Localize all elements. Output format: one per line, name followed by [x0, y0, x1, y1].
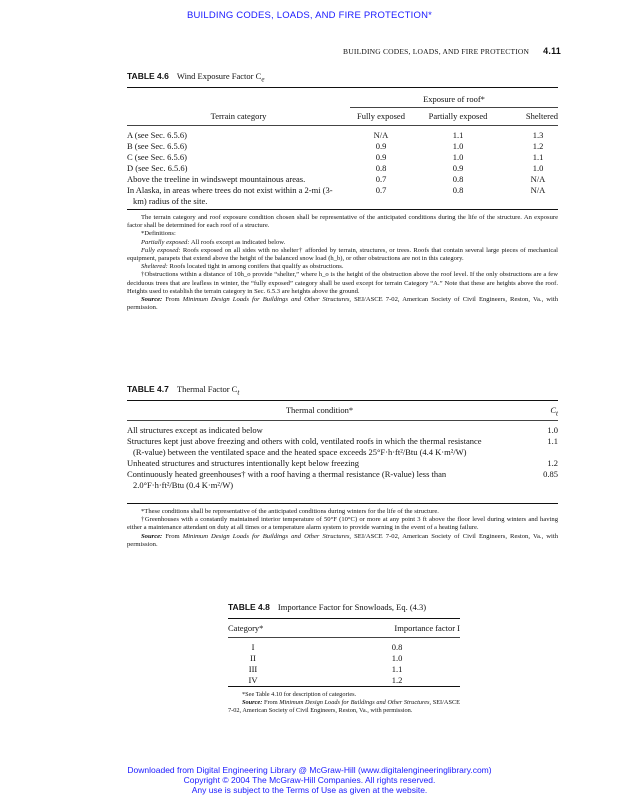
factor-cell: 1.1	[391, 664, 403, 674]
terrain-cell: A (see Sec. 6.5.6)	[127, 130, 187, 140]
note-text: Roofs exposed on all sides with no shelter† afforded by terrain, structures, or trees. Roofs that contain several large pieces of mechanical equipment, parapets that extend above the height of the balanced snow load (h_b), or other obstructions are not in this category.	[127, 246, 558, 263]
table-row	[127, 152, 558, 163]
note-term: Fully exposed:	[141, 246, 181, 254]
table-4-6	[127, 111, 558, 210]
table-4-8	[228, 623, 460, 689]
table-4-6-caption	[127, 71, 264, 84]
table-row	[127, 185, 558, 210]
note-partially-exposed	[127, 239, 558, 247]
footer-line-3: Any use is subject to the Terms of Use as given at the website.	[191, 785, 428, 795]
col-category-header: Category*	[228, 623, 264, 633]
source-pre: From	[263, 699, 278, 706]
note-text: All roofs except as indicated below.	[190, 238, 286, 246]
table-row	[228, 653, 460, 664]
terrain-cell: C (see Sec. 6.5.6)	[127, 152, 187, 162]
col-terrain-header: Terrain category	[210, 111, 267, 121]
table-row	[127, 130, 558, 141]
table-4-7-title: Thermal Factor C	[176, 384, 238, 394]
table-4-7-label: TABLE 4.7	[127, 384, 169, 394]
col-partially-exposed-header: Partially exposed	[428, 111, 488, 121]
download-banner: BUILDING CODES, LOADS, AND FIRE PROTECTION*	[186, 10, 433, 21]
download-footer	[0, 765, 619, 795]
source-post: SEI/ASCE 7-02, American Society of Civil Engineers, Reston, Va., with permission.	[127, 532, 559, 548]
note-intro: The terrain category and roof exposure condition chosen shall be representative of the anticipated conditions during the life of the structure. An exposure factor shall be determined for each roof of a structure.	[127, 214, 558, 230]
col-sheltered-header: Sheltered	[525, 111, 558, 121]
table-row	[127, 425, 558, 436]
fully-cell: 0.9	[375, 152, 387, 162]
table-4-7	[127, 405, 558, 494]
table-4-7-caption	[127, 384, 239, 397]
table-4-8-caption	[228, 602, 426, 612]
table-4-6-source	[127, 296, 558, 312]
note-fully-exposed	[127, 247, 558, 263]
table-row	[127, 174, 558, 185]
condition-cell: All structures except as indicated below	[127, 424, 263, 435]
source-post: SEI/ASCE 7-02, American Society of Civil Engineers, Reston, Va., with permission.	[228, 699, 460, 714]
terrain-cell: Above the treeline in windswept mountainous areas.	[127, 174, 306, 184]
sheltered-cell: N/A	[530, 174, 546, 184]
source-label: Source:	[141, 532, 163, 540]
source-title: Minimum Design Loads for Buildings and Other Structures,	[279, 699, 432, 706]
sheltered-cell: 1.1	[532, 152, 544, 162]
ct-cell: 1.2	[547, 457, 558, 468]
fully-cell: 0.7	[375, 185, 387, 195]
table-4-8-label: TABLE 4.8	[228, 602, 270, 612]
factor-cell: 1.0	[391, 653, 403, 663]
category-cell: I	[251, 642, 255, 652]
table-4-8-title: Importance Factor for Snowloads, Eq. (4.3)	[277, 602, 427, 612]
terrain-cell: In Alaska, in areas where trees do not exist within a 2-mi (3-km) radius of the site.	[127, 185, 333, 206]
partially-cell: 0.9	[452, 163, 464, 173]
footer-line-1: Downloaded from Digital Engineering Library @ McGraw-Hill (www.digitalengineeringlibrary.com)	[127, 765, 492, 775]
note-obstructions: †Obstructions within a distance of 10h_o provide “shelter,” where h_o is the height of the obstruction above the roof level. If the only obstructions are a few deciduous trees that are leafless in winter, the “fully exposed” category shall be used except for terrain Category “A.” Note that these are heights above the roof. Heights used to establish the terrain category in Sec. 6.5.3 are heights above the ground.	[127, 271, 558, 295]
table-4-7-bottom-rule	[127, 503, 558, 504]
table-row	[127, 458, 558, 469]
col-fully-exposed-header: Fully exposed	[357, 111, 405, 121]
fully-cell: 0.9	[375, 141, 387, 151]
running-head	[343, 46, 561, 56]
table-4-7-top-rule	[127, 400, 558, 401]
table-4-7-header-row	[127, 405, 558, 420]
table-4-6-top-rule	[127, 87, 558, 88]
table-4-8-top-rule	[228, 618, 460, 619]
source-pre: From	[165, 532, 180, 540]
note-categories: *See Table 4.10 for description of categories.	[242, 691, 357, 698]
source-title: Minimum Design Loads for Buildings and Other Structures,	[182, 532, 352, 540]
partially-cell: 0.8	[452, 185, 464, 195]
table-4-6-header-row	[127, 111, 558, 126]
category-cell: III	[248, 664, 258, 674]
table-4-8-bottom-rule	[228, 686, 460, 687]
table-4-6-bottom-rule	[127, 209, 558, 210]
table-row	[127, 469, 558, 494]
ct-cell: 1.0	[547, 424, 558, 435]
source-title: Minimum Design Loads for Buildings and Other Structures,	[182, 296, 352, 304]
note-greenhouses: †Greenhouses with a constantly maintained interior temperature of 50°F (10°C) or more at any point 3 ft above the floor level during winters and having either a maintenance attendant on duty at all times or a temperature alarm system to provide warning in the event of a heating failure.	[127, 516, 558, 532]
source-pre: From	[165, 296, 180, 304]
terrain-cell: B (see Sec. 6.5.6)	[127, 141, 187, 151]
source-label: Source:	[242, 699, 263, 706]
source-post: SEI/ASCE 7-02, American Society of Civil Engineers, Reston, Va., with permission.	[127, 296, 559, 312]
category-cell: IV	[248, 675, 258, 685]
source-label: Source:	[141, 296, 163, 304]
table-row	[228, 664, 460, 675]
table-4-6-title: Wind Exposure Factor C	[176, 71, 262, 81]
table-4-7-notes	[127, 508, 558, 549]
partially-cell: 1.0	[452, 152, 464, 162]
ct-cell: 0.85	[543, 468, 558, 479]
ct-symbol-sub: t	[556, 409, 558, 418]
partially-cell: 1.0	[452, 141, 464, 151]
table-row	[228, 642, 460, 653]
table-row	[127, 436, 558, 458]
table-4-8-source	[228, 699, 460, 715]
note-conditions: *These conditions shall be representative of the anticipated conditions during winters for the life of the structure.	[141, 508, 439, 515]
fully-cell: 0.7	[375, 174, 387, 184]
terrain-cell: D (see Sec. 6.5.6)	[127, 163, 188, 173]
table-4-6-notes	[127, 214, 558, 312]
table-4-6-title-sub: e	[261, 75, 265, 84]
col-ct-header	[512, 405, 558, 420]
category-cell: II	[250, 653, 256, 663]
partially-cell: 0.8	[452, 174, 464, 184]
note-term: Sheltered:	[141, 263, 168, 271]
table-row	[127, 163, 558, 174]
sheltered-cell: 1.3	[532, 130, 544, 140]
table-row	[127, 141, 558, 152]
footer-line-2: Copyright © 2004 The McGraw-Hill Companies. All rights reserved.	[183, 775, 436, 785]
page-number: 4.11	[543, 46, 561, 56]
factor-cell: 0.8	[391, 642, 403, 652]
condition-cell: Structures kept just above freezing and others with cold, ventilated roofs in which the thermal resistance (R-value) between the ventilated space and the heated space exceeds 25°F·h·ft²/Btu (4.4 K·m²/W)	[127, 435, 482, 457]
table-4-6-exposure-header: Exposure of roof*	[423, 94, 485, 104]
running-head-title: BUILDING CODES, LOADS, AND FIRE PROTECTION	[343, 47, 530, 56]
note-sheltered	[127, 263, 558, 271]
fully-cell: 0.8	[375, 163, 387, 173]
condition-cell: Continuously heated greenhouses† with a roof having a thermal resistance (R-value) less than 2.0°F·h·ft²/Btu (0.4 K·m²/W)	[127, 468, 447, 490]
ct-cell: 1.1	[547, 435, 558, 446]
note-term: Partially exposed:	[141, 238, 190, 246]
partially-cell: 1.1	[452, 130, 464, 140]
note-definitions: *Definitions:	[141, 230, 176, 238]
table-4-8-notes	[228, 691, 460, 715]
sheltered-cell: 1.2	[532, 141, 544, 151]
ct-symbol: C	[550, 405, 557, 415]
sheltered-cell: 1.0	[532, 163, 544, 173]
table-4-7-source	[127, 533, 558, 549]
note-text: Roofs located tight in among conifers that qualify as obstructions.	[169, 263, 344, 271]
fully-cell: N/A	[373, 130, 389, 140]
col-thermal-condition-header: Thermal condition*	[285, 405, 354, 415]
table-4-7-title-sub: t	[237, 388, 240, 397]
sheltered-cell: N/A	[530, 185, 546, 195]
table-4-6-label: TABLE 4.6	[127, 71, 169, 81]
table-4-8-header-row	[228, 623, 460, 638]
factor-cell: 1.2	[391, 675, 403, 685]
col-importance-factor-header: Importance factor I	[394, 623, 460, 633]
table-4-6-group-rule	[350, 107, 558, 108]
condition-cell: Unheated structures and structures intentionally kept below freezing	[127, 457, 360, 468]
